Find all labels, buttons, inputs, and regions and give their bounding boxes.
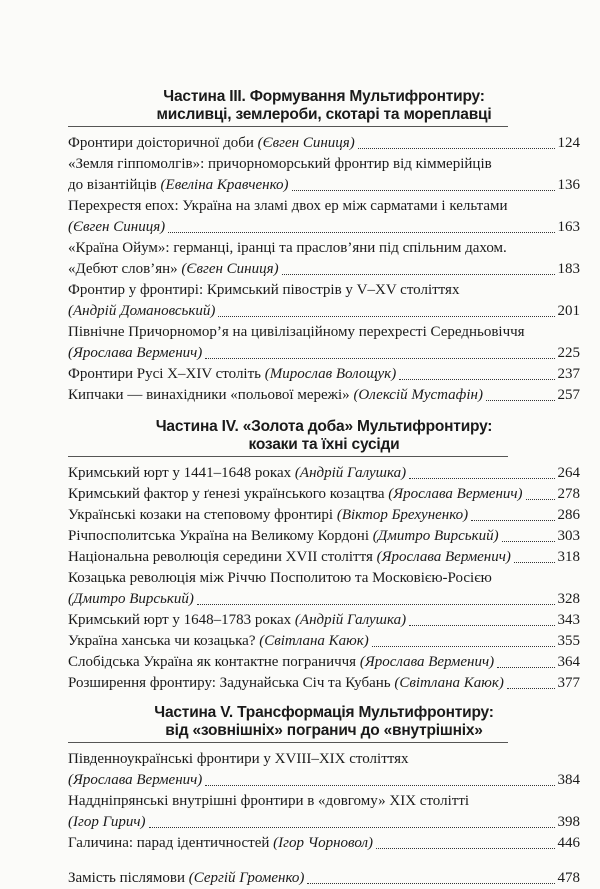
entry-author: (Євген Синиця) (68, 219, 166, 235)
dot-leader (292, 190, 555, 191)
dot-leader (205, 785, 554, 786)
toc-entry[interactable] (68, 484, 580, 505)
dot-leader (507, 688, 555, 689)
entry-author: (Світлана Каюк) (259, 633, 369, 649)
dot-leader (205, 358, 554, 359)
dot-leader (502, 541, 555, 542)
part-4-subtitle: козаки та їхні сусіди (248, 436, 400, 453)
entry-title: Розширення фронтиру: Задунайська Січ та Кубань (68, 675, 395, 691)
entry-title: Українські козаки на степовому фронтирі (68, 507, 337, 523)
part-4-title: Частина IV. «Золота доба» Мультифронтиру: (155, 418, 493, 435)
entry-title-cont: «Дебют слов’ян» (68, 261, 182, 277)
entry-author: (Андрій Галушка) (294, 465, 407, 481)
dot-leader (486, 400, 555, 401)
part-4-entries (68, 463, 580, 694)
dot-leader (372, 646, 555, 647)
entry-page: 237 (557, 366, 580, 382)
toc-entry[interactable] (68, 833, 580, 854)
toc-entry[interactable] (68, 568, 580, 610)
toc-entry[interactable] (68, 280, 580, 322)
entry-author: (Ярослава Верменич) (376, 549, 511, 565)
entry-author: (Євген Синиця) (181, 261, 279, 277)
entry-page: 286 (557, 507, 580, 523)
toc-entry[interactable] (68, 791, 580, 833)
entry-page: 377 (557, 675, 580, 691)
entry-author: (Андрій Галушка) (294, 612, 407, 628)
entry-page: 364 (557, 654, 580, 670)
dot-leader (149, 827, 555, 828)
entry-author: (Ярослава Верменич) (68, 345, 203, 361)
toc-entry[interactable] (68, 526, 580, 547)
dot-leader (218, 316, 554, 317)
entry-title: Кримський фактор у ґенезі українського козацтва (68, 486, 389, 502)
entry-page: 384 (557, 772, 580, 788)
entry-author: (Ігор Чорновол) (273, 835, 374, 851)
dot-leader (168, 232, 554, 233)
entry-title: Кримський юрт у 1441–1648 роках (68, 465, 295, 481)
entry-page: 398 (557, 814, 580, 830)
dot-leader (358, 148, 555, 149)
entry-page: 278 (557, 486, 580, 502)
toc-entry[interactable] (68, 547, 580, 568)
part-3 (68, 88, 580, 406)
part-3-subtitle: мисливці, землероби, скотарі та мореплавці (156, 106, 492, 123)
entry-author: (Мирослав Волощук) (264, 366, 397, 382)
dot-leader (409, 478, 554, 479)
entry-title: Кипчаки — винахідники «польової мережі» (68, 387, 354, 403)
toc-entry[interactable] (68, 196, 580, 238)
entry-page: 257 (557, 387, 580, 403)
entry-page: 446 (557, 835, 580, 851)
entry-page: 478 (557, 870, 580, 886)
entry-title: Фронтир у фронтирі: Кримський півострів у V–XV століттях (68, 282, 460, 298)
entry-title: Галичина: парад ідентичностей (68, 835, 274, 851)
entry-title: Кримський юрт у 1648–1783 роках (68, 612, 295, 628)
toc-entry[interactable] (68, 505, 580, 526)
entry-page: 163 (557, 219, 580, 235)
entry-page: 355 (557, 633, 580, 649)
part-5-subtitle: від «зовнішніх» погранич до «внутрішніх» (165, 722, 483, 739)
dot-leader (376, 848, 554, 849)
entry-title: Північне Причорномор’я на цивілізаційному перехресті Середньовіччя (68, 324, 525, 340)
toc-entry[interactable] (68, 133, 580, 154)
part-3-divider (68, 126, 508, 127)
entry-title: Перехрестя епох: Україна на зламі двох ер між сарматами і кельтами (68, 198, 508, 214)
part-3-title: Частина ІІІ. Формування Мультифронтиру: (163, 88, 485, 105)
entry-author: (Евеліна Кравченко) (160, 177, 289, 193)
entry-title: Річпосполитська Україна на Великому Кордоні (68, 528, 373, 544)
entry-author: (Світлана Каюк) (394, 675, 504, 691)
entry-title: Слобідська Україна як контактне пограниччя (68, 654, 360, 670)
entry-title: Україна ханська чи козацька? (68, 633, 260, 649)
entry-title: Наддніпрянські внутрішні фронтири в «довгому» XIX столітті (68, 793, 470, 809)
entry-title: Козацька революція між Річчю Посполитою та Московією-Росією (68, 570, 492, 586)
entry-title: Національна революція середини XVII століття (68, 549, 377, 565)
dot-leader (514, 562, 555, 563)
toc-entry[interactable] (68, 673, 580, 694)
entry-title: Замість післямови (68, 870, 189, 886)
dot-leader (282, 274, 555, 275)
part-5-divider (68, 742, 508, 743)
entry-author: (Дмитро Вирський) (68, 591, 194, 607)
dot-leader (197, 604, 555, 605)
entry-page: 303 (557, 528, 580, 544)
entry-page: 124 (557, 135, 580, 151)
entry-page: 183 (557, 261, 580, 277)
entry-title: «Земля гіппомолгів»: причорноморський фронтир від кіммерійців (68, 156, 492, 172)
dot-leader (471, 520, 554, 521)
part-4-heading (68, 418, 580, 454)
entry-title: Фронтири доісторичної доби (68, 135, 258, 151)
toc-entry[interactable] (68, 631, 580, 652)
entry-page: 343 (557, 612, 580, 628)
part-5-entries (68, 749, 580, 854)
entry-author: (Сергій Громенко) (188, 870, 305, 886)
entry-title-cont: до візантійців (68, 177, 161, 193)
dot-leader (409, 625, 554, 626)
entry-page: 136 (557, 177, 580, 193)
toc-entry[interactable] (68, 322, 580, 364)
dot-leader (526, 499, 555, 500)
entry-author: (Ігор Гирич) (68, 814, 146, 830)
entry-page: 328 (557, 591, 580, 607)
toc-entry[interactable] (68, 364, 580, 385)
entry-page: 201 (557, 303, 580, 319)
part-5-title: Частина V. Трансформація Мультифронтиру: (154, 704, 494, 721)
part-3-heading (68, 88, 580, 124)
toc-entry[interactable] (68, 749, 580, 791)
entry-author: (Євген Синиця) (257, 135, 355, 151)
table-of-contents (68, 88, 580, 889)
entry-page: 225 (557, 345, 580, 361)
part-5-heading (68, 704, 580, 740)
entry-page: 318 (557, 549, 580, 565)
entry-title: Фронтири Русі X–XIV століть (68, 366, 265, 382)
toc-entry[interactable] (68, 154, 580, 196)
part-4-divider (68, 456, 508, 457)
toc-entry[interactable] (68, 238, 580, 280)
toc-entry[interactable] (68, 385, 580, 406)
entry-author: (Ярослава Верменич) (359, 654, 495, 670)
toc-entry[interactable] (68, 652, 580, 673)
dot-leader (399, 379, 554, 380)
part-4 (68, 418, 580, 694)
entry-author: (Дмитро Вирський) (372, 528, 499, 544)
part-5 (68, 704, 580, 854)
toc-entry[interactable] (68, 610, 580, 631)
part-3-entries (68, 133, 580, 406)
entry-author: (Олексій Мустафін) (353, 387, 483, 403)
dot-leader (307, 883, 554, 884)
entry-author: (Віктор Брехуненко) (336, 507, 469, 523)
entry-author: (Ярослава Верменич) (388, 486, 523, 502)
entry-author: (Андрій Домановський) (68, 303, 216, 319)
entry-page: 264 (557, 465, 580, 481)
entry-title: «Країна Ойум»: германці, іранці та праслов’яни під спільним дахом. (68, 240, 507, 256)
dot-leader (497, 667, 554, 668)
entry-title: Південноукраїнські фронтири у XVIII–XIX століттях (68, 751, 409, 767)
entry-author: (Ярослава Верменич) (68, 772, 203, 788)
toc-entry[interactable] (68, 463, 580, 484)
